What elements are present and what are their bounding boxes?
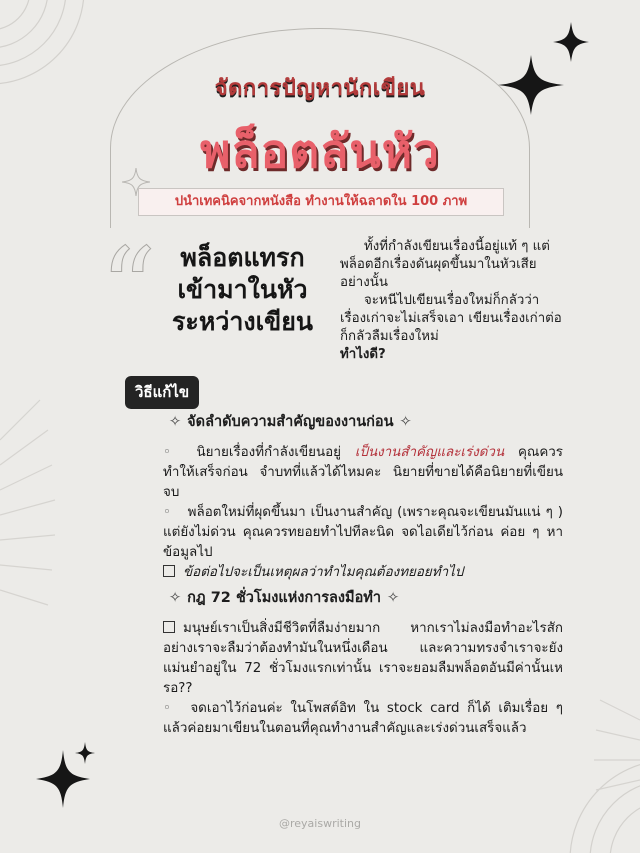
quote-mark-icon: “ bbox=[100, 224, 157, 352]
intro-question: ทำไงดี? bbox=[340, 347, 386, 362]
intro-paragraph: ทั้งที่กำลังเขียนเรื่องนี้อยู่แท้ ๆ แต่พล็อตอีกเรื่องดันผุดขึ้นมาในหัวเสียอย่างนั้น bbox=[340, 239, 550, 290]
intro-heading bbox=[155, 242, 330, 338]
section-prioritize bbox=[163, 410, 563, 583]
section-heading-text: กฎ 72 ชั่วโมงแห่งการลงมือทำ bbox=[187, 590, 381, 606]
bullet-paragraph: ◦ จดเอาไว้ก่อนค่ะ ในโพสต์อิท ใน stock card ก็ได้ เติมเรื่อย ๆ แล้วค่อยมาเขียนในตอนที่คุณทำงานสำคัญและเร่งด่วนเสร็จแล้ว bbox=[163, 701, 563, 736]
bullet-paragraph: ◦ พล็อตใหม่ที่ผุดขึ้นมา เป็นงานสำคัญ (เพราะคุณจะเขียนมันแน่ ๆ ) แต่ยังไม่ด่วน คุณควรทยอยทำไปทีละนิด จดไอเดียไว้ก่อน ค่อย ๆ หาข้อมูลไป bbox=[163, 505, 564, 560]
intro-heading-line: พล็อตแทรก bbox=[180, 243, 305, 272]
section-heading bbox=[163, 586, 563, 609]
checkbox-square-icon bbox=[163, 565, 175, 577]
intro-body bbox=[340, 238, 562, 364]
intro-heading-line: ระหว่างเขียน bbox=[172, 307, 313, 336]
tagline-banner: ปนำเทคนิคจากหนังสือ ทำงานให้ฉลาดใน 100 ภาพ bbox=[138, 188, 504, 216]
bullet-paragraph: ◦ นิยายเรื่องที่กำลังเขียนอยู่ เป็นงานสำคัญและเร่งด่วน คุณควรทำให้เสร็จก่อน จำบทที่แล้วได้ไหมคะ นิยายที่ขายได้คือนิยายที่เขียนจบ bbox=[163, 445, 564, 500]
bullet-circle-icon: ◦ bbox=[163, 505, 172, 520]
bullet-paragraph: ข้อต่อไปจะเป็นเหตุผลว่าทำไมคุณต้องทยอยทำไป bbox=[163, 563, 563, 583]
section-heading-text: จัดลำดับความสำคัญของงานก่อน bbox=[187, 414, 394, 430]
bullet-circle-icon: ◦ bbox=[163, 701, 175, 716]
bullet-circle-icon: ◦ bbox=[163, 445, 181, 460]
sparkle-small-icon: ✧ bbox=[386, 590, 400, 606]
sparkle-small-icon: ✧ bbox=[169, 590, 182, 606]
solution-badge: วิธีแก้ไข bbox=[125, 376, 199, 409]
author-handle: @reyaiswriting bbox=[279, 817, 361, 830]
header-subtitle: จัดการปัญหานักเขียน bbox=[214, 76, 426, 101]
highlight-text: เป็นงานสำคัญและเร่งด่วน bbox=[354, 445, 505, 460]
sparkle-small-icon: ✧ bbox=[169, 414, 182, 430]
section-heading bbox=[163, 410, 563, 433]
bullet-paragraph: มนุษย์เราเป็นสิ่งมีชีวิตที่ลืมง่ายมาก หากเราไม่ลงมือทำอะไรสักอย่างเราจะลืมว่าต้องทำมันในหนึ่งเดือน และความทรงจำเราจะยังแม่นยำอยู่ใน 72 ชั่วโมงแรกเท่านั้น เราจะยอมลืมพล็อตอันมีค่านั้นเหรอ?? bbox=[163, 621, 563, 696]
intro-heading-line: เข้ามาในหัว bbox=[177, 275, 308, 304]
page-title: พล็อตลันหัว bbox=[200, 124, 440, 178]
checkbox-square-icon bbox=[163, 621, 175, 633]
intro-paragraph: จะหนีไปเขียนเรื่องใหม่ก็กลัวว่าเรื่องเก่าจะไม่เสร็จเอา เขียนเรื่องเก่าต่อก็กลัวลืมเรื่องใหม่ bbox=[340, 293, 562, 344]
section-72-hour-rule bbox=[163, 586, 563, 739]
sparkle-icon bbox=[75, 742, 95, 764]
sparkle-small-icon: ✧ bbox=[399, 414, 412, 430]
